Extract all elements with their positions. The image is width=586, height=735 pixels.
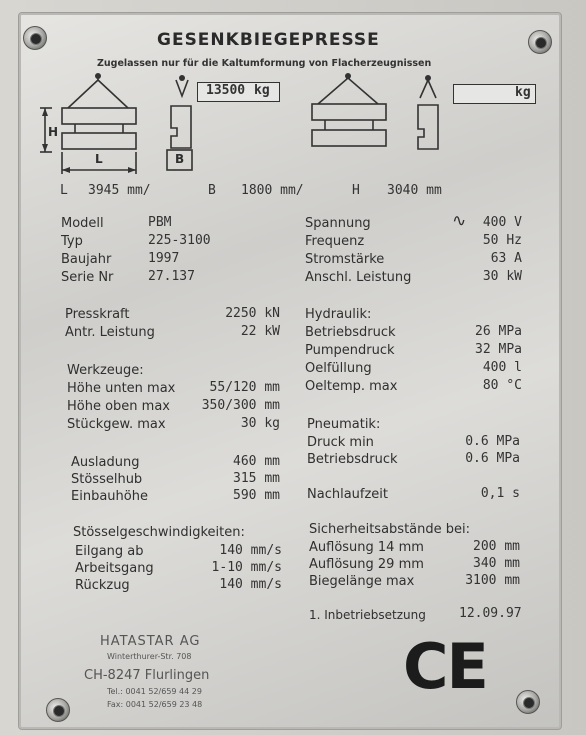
hydraulik-value: 400 l <box>482 360 522 375</box>
press-value: 22 kW <box>240 324 280 339</box>
ce-mark: CE <box>403 630 487 703</box>
ac-symbol-icon: ∿ <box>452 211 467 231</box>
werkzeuge-heading: Werkzeuge: <box>67 363 144 378</box>
hydraulik-value: 80 °C <box>482 378 522 393</box>
manufacturer-name: HATASTAR AG <box>100 634 201 649</box>
safety-heading: Sicherheitsabstände bei: <box>309 522 471 537</box>
electric-value: 50 Hz <box>482 233 522 248</box>
hydraulik-label: Oelfüllung <box>305 361 372 376</box>
hydraulik-heading: Hydraulik: <box>305 307 372 322</box>
electric-value: 63 A <box>490 251 522 266</box>
safety-label: Auflösung 29 mm <box>309 557 424 572</box>
ausladung-value: 315 mm <box>233 471 280 486</box>
pneumatik-label: Druck min <box>307 435 374 450</box>
hydraulik-label: Betriebsdruck <box>305 325 396 340</box>
dim-h-label: H <box>352 183 360 198</box>
weight-empty-unit: kg <box>515 85 531 100</box>
pneumatik-label: Betriebsdruck <box>307 452 398 467</box>
werkzeuge-label: Höhe oben max <box>67 399 170 414</box>
spec-value: 1997 <box>148 251 180 266</box>
weight-value: 13500 <box>206 83 246 98</box>
press-label: Presskraft <box>65 307 130 322</box>
commissioning-label: 1. Inbetriebsetzung <box>309 608 426 622</box>
dim-l-label: L <box>60 183 68 198</box>
hydraulik-label: Pumpendruck <box>305 343 395 358</box>
spec-value: 27.137 <box>148 269 195 284</box>
dim-h-value: 3040 mm <box>387 183 442 198</box>
spec-value: 225-3100 <box>148 233 211 248</box>
hydraulik-value: 32 MPa <box>475 342 522 357</box>
ausladung-value: 590 mm <box>233 488 280 503</box>
dim-l-value: 3945 mm/ <box>88 183 151 198</box>
electric-label: Frequenz <box>305 234 365 249</box>
diagram-b-label: B <box>175 152 185 166</box>
electric-value: 400 V <box>482 215 522 230</box>
werkzeuge-value: 30 kg <box>240 416 280 431</box>
press-value: 2250 kN <box>225 306 280 321</box>
safety-value: 340 mm <box>473 556 520 571</box>
electric-label: Spannung <box>305 216 371 231</box>
weight-unit: kg <box>254 83 270 98</box>
manufacturer-fax: Fax: 0041 52/659 23 48 <box>107 700 203 709</box>
werkzeuge-value: 350/300 mm <box>201 398 280 413</box>
speed-label: Rückzug <box>75 578 130 593</box>
speed-label: Arbeitsgang <box>75 561 154 576</box>
ausladung-label: Ausladung <box>71 455 140 470</box>
pneumatik-value: 0.6 MPa <box>465 451 520 466</box>
safety-value: 3100 mm <box>465 573 520 588</box>
werkzeuge-label: Höhe unten max <box>67 381 176 396</box>
hydraulik-value: 26 MPa <box>475 324 522 339</box>
manufacturer-street: Winterthurer-Str. 708 <box>107 652 192 661</box>
safety-label: Biegelänge max <box>309 574 415 589</box>
spec-label: Serie Nr <box>61 270 114 285</box>
electric-label: Anschl. Leistung <box>305 270 412 285</box>
safety-value: 200 mm <box>473 539 520 554</box>
dim-b-value: 1800 mm/ <box>241 183 304 198</box>
speeds-heading: Stösselgeschwindigkeiten: <box>73 525 245 540</box>
manufacturer-tel: Tel.: 0041 52/659 44 29 <box>107 687 202 696</box>
plate-subtitle: Zugelassen nur für die Kaltumformung von Flacherzeugnissen <box>97 58 432 69</box>
spec-label: Typ <box>61 234 83 249</box>
press-label: Antr. Leistung <box>65 325 155 340</box>
pneumatik-heading: Pneumatik: <box>307 417 381 432</box>
dim-b-label: B <box>208 183 216 198</box>
speed-value: 140 mm/s <box>219 577 282 592</box>
commissioning-value: 12.09.97 <box>459 606 522 621</box>
hydraulik-label: Oeltemp. max <box>305 379 398 394</box>
nachlauf-label: Nachlaufzeit <box>307 487 389 502</box>
ausladung-value: 460 mm <box>233 454 280 469</box>
werkzeuge-label: Stückgew. max <box>67 417 166 432</box>
werkzeuge-value: 55/120 mm <box>209 380 280 395</box>
diagram-h-label: H <box>48 125 59 139</box>
electric-label: Stromstärke <box>305 252 385 267</box>
pneumatik-value: 0.6 MPa <box>465 434 520 449</box>
nachlauf-value: 0,1 s <box>480 486 520 501</box>
spec-label: Modell <box>61 216 104 231</box>
ausladung-label: Stösselhub <box>71 472 143 487</box>
speed-value: 140 mm/s <box>219 543 282 558</box>
safety-label: Auflösung 14 mm <box>309 540 424 555</box>
speed-label: Eilgang ab <box>75 544 144 559</box>
plate-title: GESENKBIEGEPRESSE <box>157 30 380 50</box>
spec-label: Baujahr <box>61 252 112 267</box>
diagram-l-label: L <box>95 152 103 166</box>
ausladung-label: Einbauhöhe <box>71 489 148 504</box>
speed-value: 1-10 mm/s <box>211 560 282 575</box>
electric-value: 30 kW <box>482 269 522 284</box>
spec-value: PBM <box>148 215 172 230</box>
manufacturer-city: CH-8247 Flurlingen <box>84 668 210 683</box>
